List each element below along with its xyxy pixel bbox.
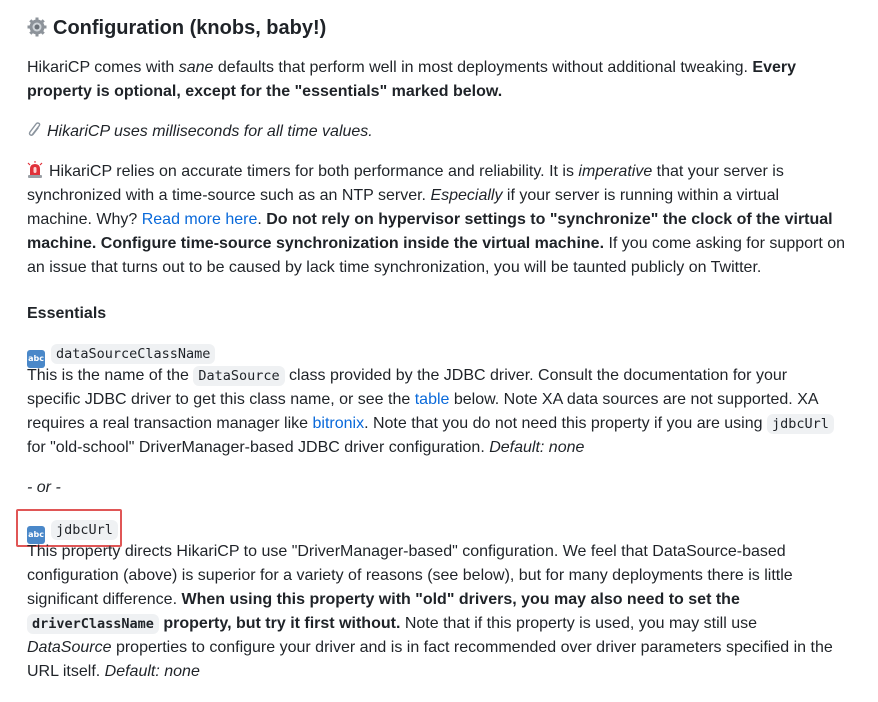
- abc-icon: abc: [27, 350, 45, 368]
- siren-icon: [27, 161, 43, 179]
- timer-line-1: HikariCP relies on accurate timers for both performance and reliability. It is imperative that your server is: [27, 160, 784, 184]
- paperclip-icon: [27, 122, 43, 138]
- essentials-heading: Essentials: [27, 305, 107, 322]
- prop1-line-2: specific JDBC driver to get this class name, or see the table below. Note XA data sources are not supported. XA: [27, 391, 819, 408]
- gear-icon: [27, 17, 47, 37]
- prop2-line-2: configuration (above) is superior for a variety of reasons (see below), but for many deployments there is little: [27, 567, 793, 584]
- prop2-line-4: driverClassName property, but try it first without. Note that if this property is used, you may still use: [27, 612, 757, 636]
- abc-icon: abc: [27, 526, 45, 544]
- timer-line-2: synchronized with a time-source such as an NTP server. Especially if your server is running within a virtual: [27, 187, 780, 204]
- prop1-line-4: for "old-school" DriverManager-based JDBC driver configuration. Default: none: [27, 439, 585, 456]
- prop2-line-5: DataSource properties to configure your driver and is in fact recommended over driver parameters specified in the: [27, 639, 833, 656]
- timer-line-4: machine. Configure time-source synchronization inside the virtual machine. If you come asking for support on: [27, 235, 846, 252]
- prop1-line-3: requires a real transaction manager like bitronix. Note that you do not need this property if you are using jdbcUrl: [27, 412, 834, 436]
- or-separator: - or -: [27, 479, 61, 496]
- prop2-line-6: URL itself. Default: none: [27, 663, 200, 680]
- intro-line-1: HikariCP comes with sane defaults that perform well in most deployments without additional tweaking. Every: [27, 59, 796, 76]
- prop2-line-1: This property directs HikariCP to use "DriverManager-based" configuration. We feel that DataSource-based: [27, 543, 786, 560]
- table-link[interactable]: table: [414, 391, 450, 408]
- prop2-line-3: significant difference. When using this property with "old" drivers, you may also need to set the: [27, 591, 740, 608]
- prop-name-jdbcurl: jdbcUrl: [51, 520, 118, 540]
- read-more-link[interactable]: Read more here: [141, 211, 258, 228]
- prop-name-datasourceclassname: dataSourceClassName: [51, 344, 215, 364]
- section-title: [27, 14, 326, 42]
- intro-line-2: property is optional, except for the "essentials" marked below.: [27, 83, 503, 100]
- ms-note: HikariCP uses milliseconds for all time values.: [27, 120, 373, 144]
- section-title-text: Configuration (knobs, baby!): [53, 17, 327, 39]
- prop1-line-1: This is the name of the DataSource class provided by the JDBC driver. Consult the documentation for your: [27, 367, 788, 384]
- timer-line-5: an issue that turns out to be caused by lack time synchronization, you will be taunted publicly on Twitter.: [27, 259, 762, 276]
- bitronix-link[interactable]: bitronix: [312, 415, 365, 432]
- timer-line-3: machine. Why? Read more here. Do not rely on hypervisor settings to "synchronize" the clock of the virtual: [27, 211, 833, 228]
